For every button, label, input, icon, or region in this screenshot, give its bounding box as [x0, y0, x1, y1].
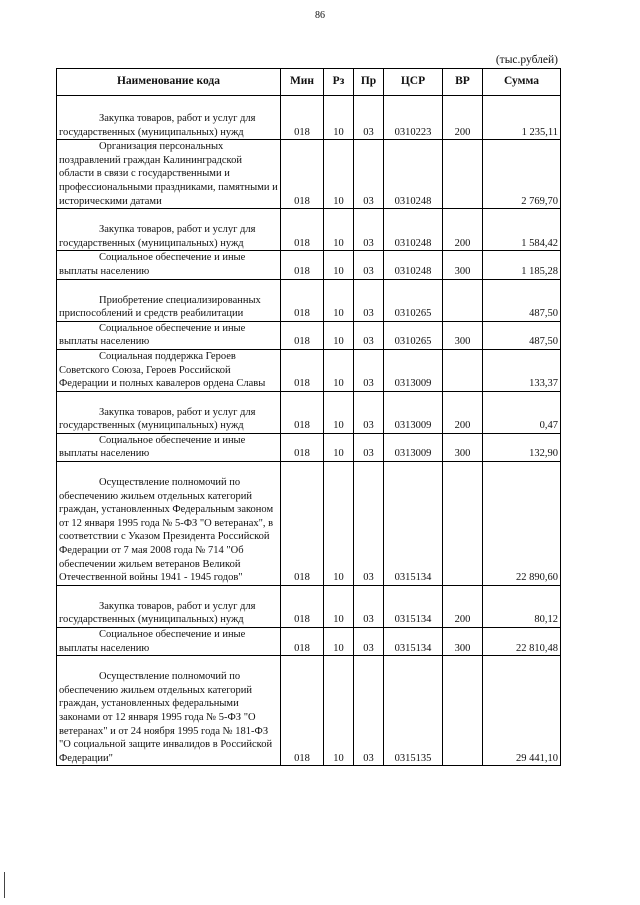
cell-sum: 133,37 — [483, 349, 561, 391]
header-sum: Сумма — [483, 69, 561, 96]
table-row — [57, 656, 561, 766]
cell-pr: 03 — [354, 585, 384, 627]
cell-rz: 10 — [324, 321, 354, 349]
cell-vr: 200 — [443, 96, 483, 140]
cell-pr: 03 — [354, 391, 384, 433]
cell-sum: 1 185,28 — [483, 251, 561, 279]
cell-rz: 10 — [324, 433, 354, 461]
table-row — [57, 391, 561, 433]
cell-csr: 0310265 — [384, 321, 443, 349]
cell-pr: 03 — [354, 433, 384, 461]
cell-min: 018 — [281, 391, 324, 433]
cell-vr: 300 — [443, 628, 483, 656]
cell-min: 018 — [281, 433, 324, 461]
row-name-text: Социальное обеспечение и иные выплаты населению — [59, 434, 246, 460]
cell-csr: 0310248 — [384, 140, 443, 209]
cell-name — [57, 279, 281, 321]
row-name-text: Приобретение специализированных приспособлений и средств реабилитации — [59, 294, 261, 320]
cell-rz: 10 — [324, 628, 354, 656]
row-name-text: Осуществление полномочий по обеспечению жильем отдельных категорий граждан, установленных Федеральным законом от 12 января 1995 года № 5-ФЗ "О ветеранах", в соответствии с Указом Президента Российской Федерации от 7 мая 2008 года № 714 "Об обеспечении жильем ветеранов Великой Отечественной войны 1941 - 1945 годов" — [59, 477, 274, 584]
cell-sum: 22 810,48 — [483, 628, 561, 656]
cell-name — [57, 251, 281, 279]
row-name-text: Закупка товаров, работ и услуг для государственных (муниципальных) нужд — [59, 113, 256, 138]
table-row — [57, 279, 561, 321]
table-row — [57, 433, 561, 461]
row-name-text: Осуществление полномочий по обеспечению жильем отдельных категорий граждан, установленных федеральными законами от 12 января 1995 года № 5-ФЗ "О ветеранах" и от 24 ноября 1995 года № 181-ФЗ "О социальной защите инвалидов в Российской Федерации" — [59, 671, 273, 764]
header-vr: ВР — [443, 69, 483, 96]
cell-sum: 1 235,11 — [483, 96, 561, 140]
row-name-text: Социальное обеспечение и иные выплаты населению — [59, 252, 246, 277]
table-row — [57, 462, 561, 586]
cell-min: 018 — [281, 140, 324, 209]
cell-pr: 03 — [354, 321, 384, 349]
header-pr: Пр — [354, 69, 384, 96]
cell-csr: 0313009 — [384, 433, 443, 461]
cell-pr: 03 — [354, 628, 384, 656]
cell-csr: 0313009 — [384, 391, 443, 433]
cell-pr: 03 — [354, 140, 384, 209]
cell-sum: 0,47 — [483, 391, 561, 433]
cell-vr: 200 — [443, 585, 483, 627]
cell-sum: 22 890,60 — [483, 462, 561, 586]
cell-vr: 200 — [443, 209, 483, 251]
row-name-text: Социальное обеспечение и иные выплаты населению — [59, 322, 246, 348]
cell-name — [57, 433, 281, 461]
cell-sum: 487,50 — [483, 279, 561, 321]
cell-name — [57, 96, 281, 140]
cell-sum: 80,12 — [483, 585, 561, 627]
cell-vr: 200 — [443, 391, 483, 433]
cell-vr — [443, 349, 483, 391]
cell-csr: 0310248 — [384, 251, 443, 279]
cell-csr: 0315135 — [384, 656, 443, 766]
row-name-text: Организация персональных поздравлений граждан Калининградской области в связи с государственными и профессиональными праздниками, памятными и историческими датами — [59, 141, 278, 207]
table-row — [57, 96, 561, 140]
cell-sum: 1 584,42 — [483, 209, 561, 251]
cell-min: 018 — [281, 628, 324, 656]
row-name-text: Закупка товаров, работ и услуг для государственных (муниципальных) нужд — [59, 224, 256, 249]
cell-min: 018 — [281, 462, 324, 586]
cell-name — [57, 140, 281, 209]
cell-min: 018 — [281, 209, 324, 251]
cell-rz: 10 — [324, 462, 354, 586]
cell-name — [57, 391, 281, 433]
cell-pr: 03 — [354, 251, 384, 279]
cell-csr: 0315134 — [384, 628, 443, 656]
cell-pr: 03 — [354, 656, 384, 766]
cell-pr: 03 — [354, 462, 384, 586]
page-number: 86 — [315, 10, 325, 21]
table-row — [57, 585, 561, 627]
cell-name — [57, 209, 281, 251]
cell-name — [57, 585, 281, 627]
cell-vr: 300 — [443, 433, 483, 461]
cell-vr — [443, 140, 483, 209]
cell-rz: 10 — [324, 140, 354, 209]
cell-rz: 10 — [324, 585, 354, 627]
cell-rz: 10 — [324, 279, 354, 321]
cell-vr: 300 — [443, 251, 483, 279]
header-rz: Рз — [324, 69, 354, 96]
cell-csr: 0315134 — [384, 462, 443, 586]
cell-min: 018 — [281, 279, 324, 321]
cell-sum: 29 441,10 — [483, 656, 561, 766]
header-csr: ЦСР — [384, 69, 443, 96]
scan-edge-mark — [4, 872, 5, 898]
table-body — [57, 96, 561, 766]
cell-sum: 132,90 — [483, 433, 561, 461]
cell-rz: 10 — [324, 209, 354, 251]
cell-min: 018 — [281, 321, 324, 349]
cell-vr — [443, 656, 483, 766]
cell-min: 018 — [281, 349, 324, 391]
cell-name — [57, 462, 281, 586]
cell-min: 018 — [281, 656, 324, 766]
budget-table — [56, 68, 561, 766]
cell-pr: 03 — [354, 279, 384, 321]
cell-csr: 0315134 — [384, 585, 443, 627]
row-name-text: Социальное обеспечение и иные выплаты населению — [59, 629, 246, 654]
cell-sum: 2 769,70 — [483, 140, 561, 209]
row-name-text: Закупка товаров, работ и услуг для государственных (муниципальных) нужд — [59, 600, 256, 626]
header-name: Наименование кода — [57, 69, 281, 96]
table-row — [57, 209, 561, 251]
table-row — [57, 628, 561, 656]
header-min: Мин — [281, 69, 324, 96]
cell-name — [57, 628, 281, 656]
cell-csr: 0310248 — [384, 209, 443, 251]
cell-vr — [443, 462, 483, 586]
cell-rz: 10 — [324, 251, 354, 279]
table-row — [57, 349, 561, 391]
cell-vr — [443, 279, 483, 321]
cell-csr: 0310223 — [384, 96, 443, 140]
cell-vr: 300 — [443, 321, 483, 349]
cell-min: 018 — [281, 585, 324, 627]
cell-min: 018 — [281, 96, 324, 140]
cell-rz: 10 — [324, 391, 354, 433]
cell-name — [57, 321, 281, 349]
table-row — [57, 251, 561, 279]
cell-pr: 03 — [354, 349, 384, 391]
cell-min: 018 — [281, 251, 324, 279]
row-name-text: Закупка товаров, работ и услуг для государственных (муниципальных) нужд — [59, 406, 256, 432]
cell-pr: 03 — [354, 209, 384, 251]
cell-csr: 0313009 — [384, 349, 443, 391]
table-header-row — [57, 69, 561, 96]
table-row — [57, 140, 561, 209]
cell-pr: 03 — [354, 96, 384, 140]
units-label: (тыс.рублей) — [495, 54, 558, 66]
cell-name — [57, 656, 281, 766]
table-row — [57, 321, 561, 349]
cell-csr: 0310265 — [384, 279, 443, 321]
cell-sum: 487,50 — [483, 321, 561, 349]
cell-name — [57, 349, 281, 391]
row-name-text: Социальная поддержка Героев Советского Союза, Героев Российской Федерации и полных кавалеров ордена Славы — [59, 350, 266, 390]
cell-rz: 10 — [324, 656, 354, 766]
cell-rz: 10 — [324, 96, 354, 140]
cell-rz: 10 — [324, 349, 354, 391]
